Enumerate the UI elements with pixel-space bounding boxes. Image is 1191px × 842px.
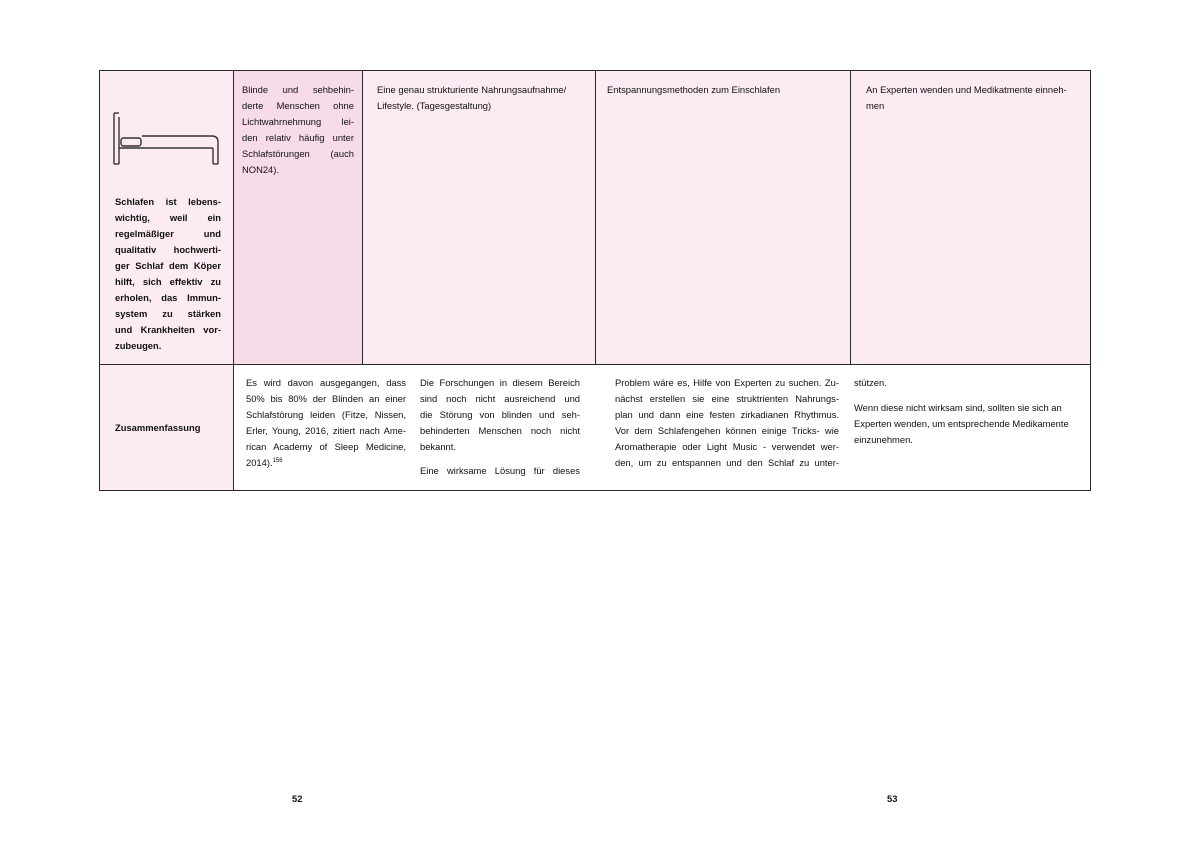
summary-col-3-line: den, um zu entspannen und den Schlaf zu unter- — [615, 457, 839, 468]
page-number-right: 53 — [887, 793, 898, 804]
solution-1-line: Lifestyle. (Tagesgestaltung) — [377, 100, 492, 111]
problem-line: Schlafstörungen (auch — [242, 148, 354, 159]
citation-year: 2014). — [246, 457, 273, 468]
bed-icon — [112, 111, 220, 167]
topic-line: erholen, das Immun- — [115, 292, 221, 303]
solution-1-text — [377, 82, 587, 114]
problem-line: derte Menschen ohne — [242, 100, 354, 111]
solution-1-line: Eine genau strukturiente Nahrungsaufnahme/ — [377, 84, 567, 95]
problem-line: Blinde und sehbehin- — [242, 84, 354, 95]
solution-2-text: Entspannungsmethoden zum Einschlafen — [607, 84, 781, 95]
topic-line: und Krankheiten vor- — [115, 324, 221, 335]
topic-line: system zu stärken — [115, 308, 221, 319]
topic-line: wichtig, weil ein — [115, 212, 221, 223]
problem-line: den relativ häufig unter — [242, 132, 354, 143]
problem-line: Lichtwahrnehmung lei- — [242, 116, 354, 127]
solution-3-text — [866, 82, 1078, 114]
topic-line: regelmäßiger und — [115, 228, 221, 239]
topic-line: zubeugen. — [115, 340, 162, 351]
topic-text — [115, 194, 221, 354]
topic-line: hilft, sich effektiv zu — [115, 276, 221, 287]
solution-3-line: An Experten wenden und Medikatmente einneh- — [866, 84, 1067, 95]
topic-line: ger Schlaf dem Köper — [115, 260, 221, 271]
summary-col-2-line: Eine wirksame Lösung für dieses — [420, 465, 580, 476]
summary-col-1-line: Es wird davon ausgegangen, dass — [246, 377, 406, 388]
summary-col-4-line: einzunehmen. — [854, 434, 913, 445]
summary-col-4-line: stützen. — [854, 377, 887, 388]
summary-col-1-line: rican Academy of Sleep Medicine, — [246, 441, 406, 452]
summary-col-4 — [854, 375, 1080, 448]
summary-col-3-line: plan und dann eine festen zirkadianen Rhythmus. — [615, 409, 839, 420]
summary-col-3-line: Aromatherapie oder Light Music - verwendet wer- — [615, 441, 839, 452]
summary-col-1-line: 50% bis 80% der Blinden an einer — [246, 393, 406, 404]
summary-col-2-line: Die Forschungen in diesem Bereich — [420, 377, 580, 388]
summary-col-2 — [420, 375, 580, 479]
footnote-number: 156 — [272, 457, 283, 464]
problem-line: NON24). — [242, 164, 279, 175]
summary-col-2-line: behinderten Menschen noch nicht — [420, 425, 580, 436]
summary-col-2-line: sind noch nicht ausreichend und — [420, 393, 580, 404]
summary-col-1-line: Erler, Young, 2016, zitiert nach Ame- — [246, 425, 406, 436]
summary-col-3 — [615, 375, 839, 471]
summary-col-1-line: Schlafstörung leiden (Fitze, Nissen, — [246, 409, 406, 420]
problem-text — [242, 82, 354, 178]
summary-label: Zusammenfassung — [115, 422, 201, 433]
summary-col-1 — [246, 375, 406, 471]
summary-col-4-line: Experten wenden, um entsprechende Medikamente — [854, 418, 1069, 429]
page-number-left: 52 — [292, 793, 303, 804]
topic-line: Schlafen ist lebens- — [115, 196, 221, 207]
summary-col-3-line: nächst erstellen sie eine struktrienten Nahrungs- — [615, 393, 839, 404]
summary-col-2-line: die Störung von blinden und seh- — [420, 409, 580, 420]
summary-col-3-line: Vor dem Schlafengehen können einige Tricks- wie — [615, 425, 839, 436]
summary-col-4-line: Wenn diese nicht wirksam sind, sollten sie sich an — [854, 402, 1062, 413]
summary-col-2-line: bekannt. — [420, 441, 456, 452]
summary-col-3-line: Problem wäre es, Hilfe von Experten zu suchen. Zu- — [615, 377, 839, 388]
topic-line: qualitativ hochwerti- — [115, 244, 221, 255]
summary-col-1-line — [246, 455, 406, 471]
solution-3-line: men — [866, 100, 885, 111]
